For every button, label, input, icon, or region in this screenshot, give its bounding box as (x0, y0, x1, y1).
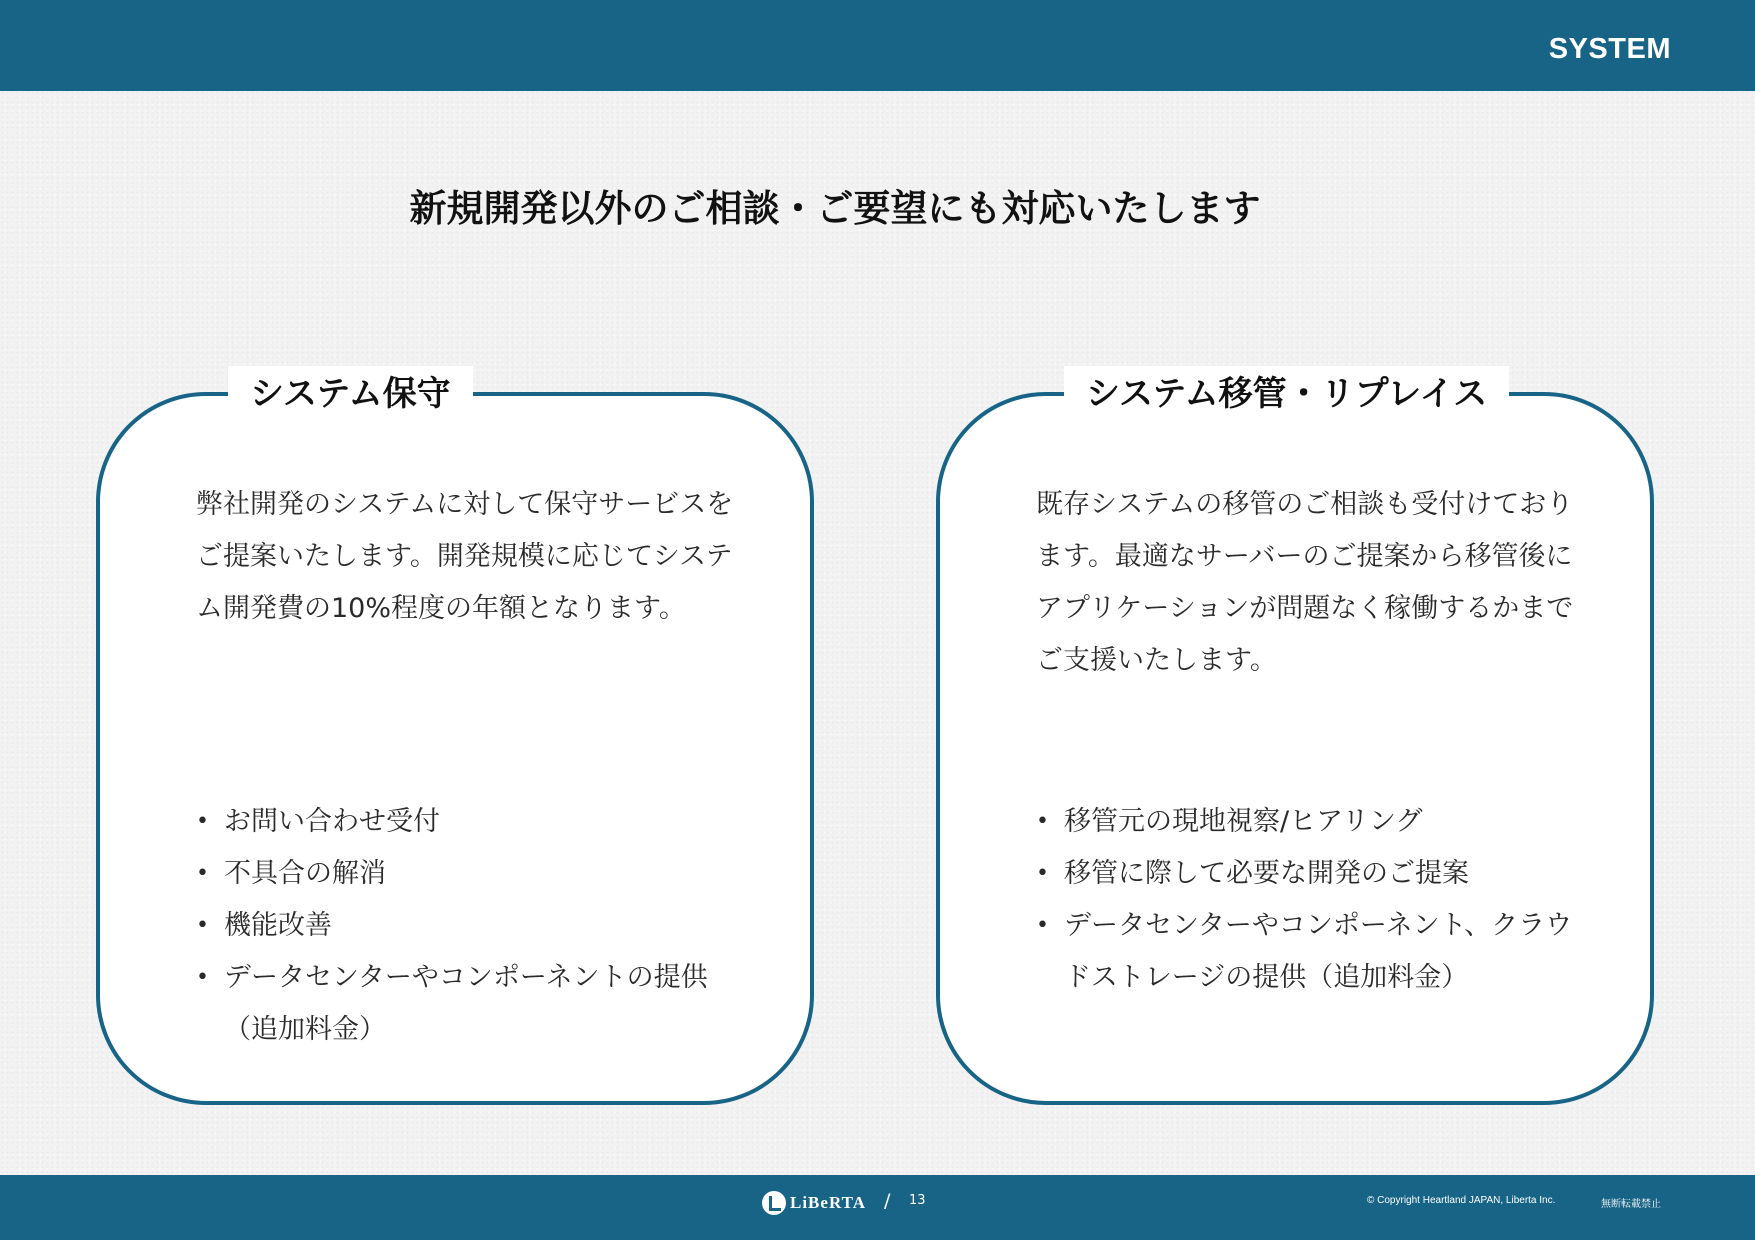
copyright-text: © Copyright Heartland JAPAN, Liberta Inc. (1367, 1195, 1556, 1206)
bullet-icon: • (196, 809, 209, 834)
page-title: 新規開発以外のご相談・ご要望にも対応いたします (409, 187, 1261, 230)
page-number: 13 (909, 1193, 926, 1208)
bullet-icon: • (196, 965, 209, 990)
list-item (196, 848, 736, 900)
page-separator: / (884, 1190, 891, 1212)
maintenance-card (96, 374, 814, 1105)
list-item (196, 796, 736, 848)
logo-mark-icon (762, 1191, 786, 1215)
card-description: 弊社開発のシステムに対して保守サービスをご提案いたします。開発規模に応じてシステム開発費の10%程度の年額となります。 (196, 489, 734, 624)
service-list (1036, 796, 1576, 1004)
bullet-icon: • (196, 913, 209, 938)
card-description: 既存システムの移管のご相談も受付けております。最適なサーバーのご提案から移管後にアプリケーションが問題なく稼働するかまでご支援いたします。 (1036, 489, 1574, 676)
list-item (1036, 848, 1576, 900)
bullet-icon: • (1036, 809, 1049, 834)
list-item-label: お問い合わせ受付 (224, 806, 440, 837)
list-item (196, 952, 736, 1056)
migration-card (936, 374, 1654, 1105)
card-title: システム移管・リプレイス (1064, 366, 1509, 415)
no-reprint-notice: 無断転載禁止 (1601, 1199, 1661, 1210)
list-item (196, 900, 736, 952)
card-title: システム保守 (228, 366, 473, 415)
list-item (1036, 900, 1576, 1004)
footer-bar (0, 1175, 1755, 1240)
logo-text: LiBeRTA (790, 1193, 866, 1212)
list-item-label: 不具合の解消 (224, 858, 386, 889)
bullet-icon: • (196, 861, 209, 886)
section-label: SYSTEM (1548, 33, 1671, 65)
list-item-label: 移管元の現地視察/ヒアリング (1064, 806, 1423, 837)
list-item-label: 機能改善 (224, 910, 332, 941)
header-bar (0, 0, 1755, 91)
list-item-label: データセンターやコンポーネント、クラウドストレージの提供（追加料金） (1064, 910, 1573, 993)
service-list (196, 796, 736, 1056)
bullet-icon: • (1036, 913, 1049, 938)
liberta-logo (762, 1191, 866, 1215)
list-item (1036, 796, 1576, 848)
bullet-icon: • (1036, 861, 1049, 886)
list-item-label: データセンターやコンポーネントの提供（追加料金） (224, 962, 708, 1045)
list-item-label: 移管に際して必要な開発のご提案 (1064, 858, 1469, 889)
